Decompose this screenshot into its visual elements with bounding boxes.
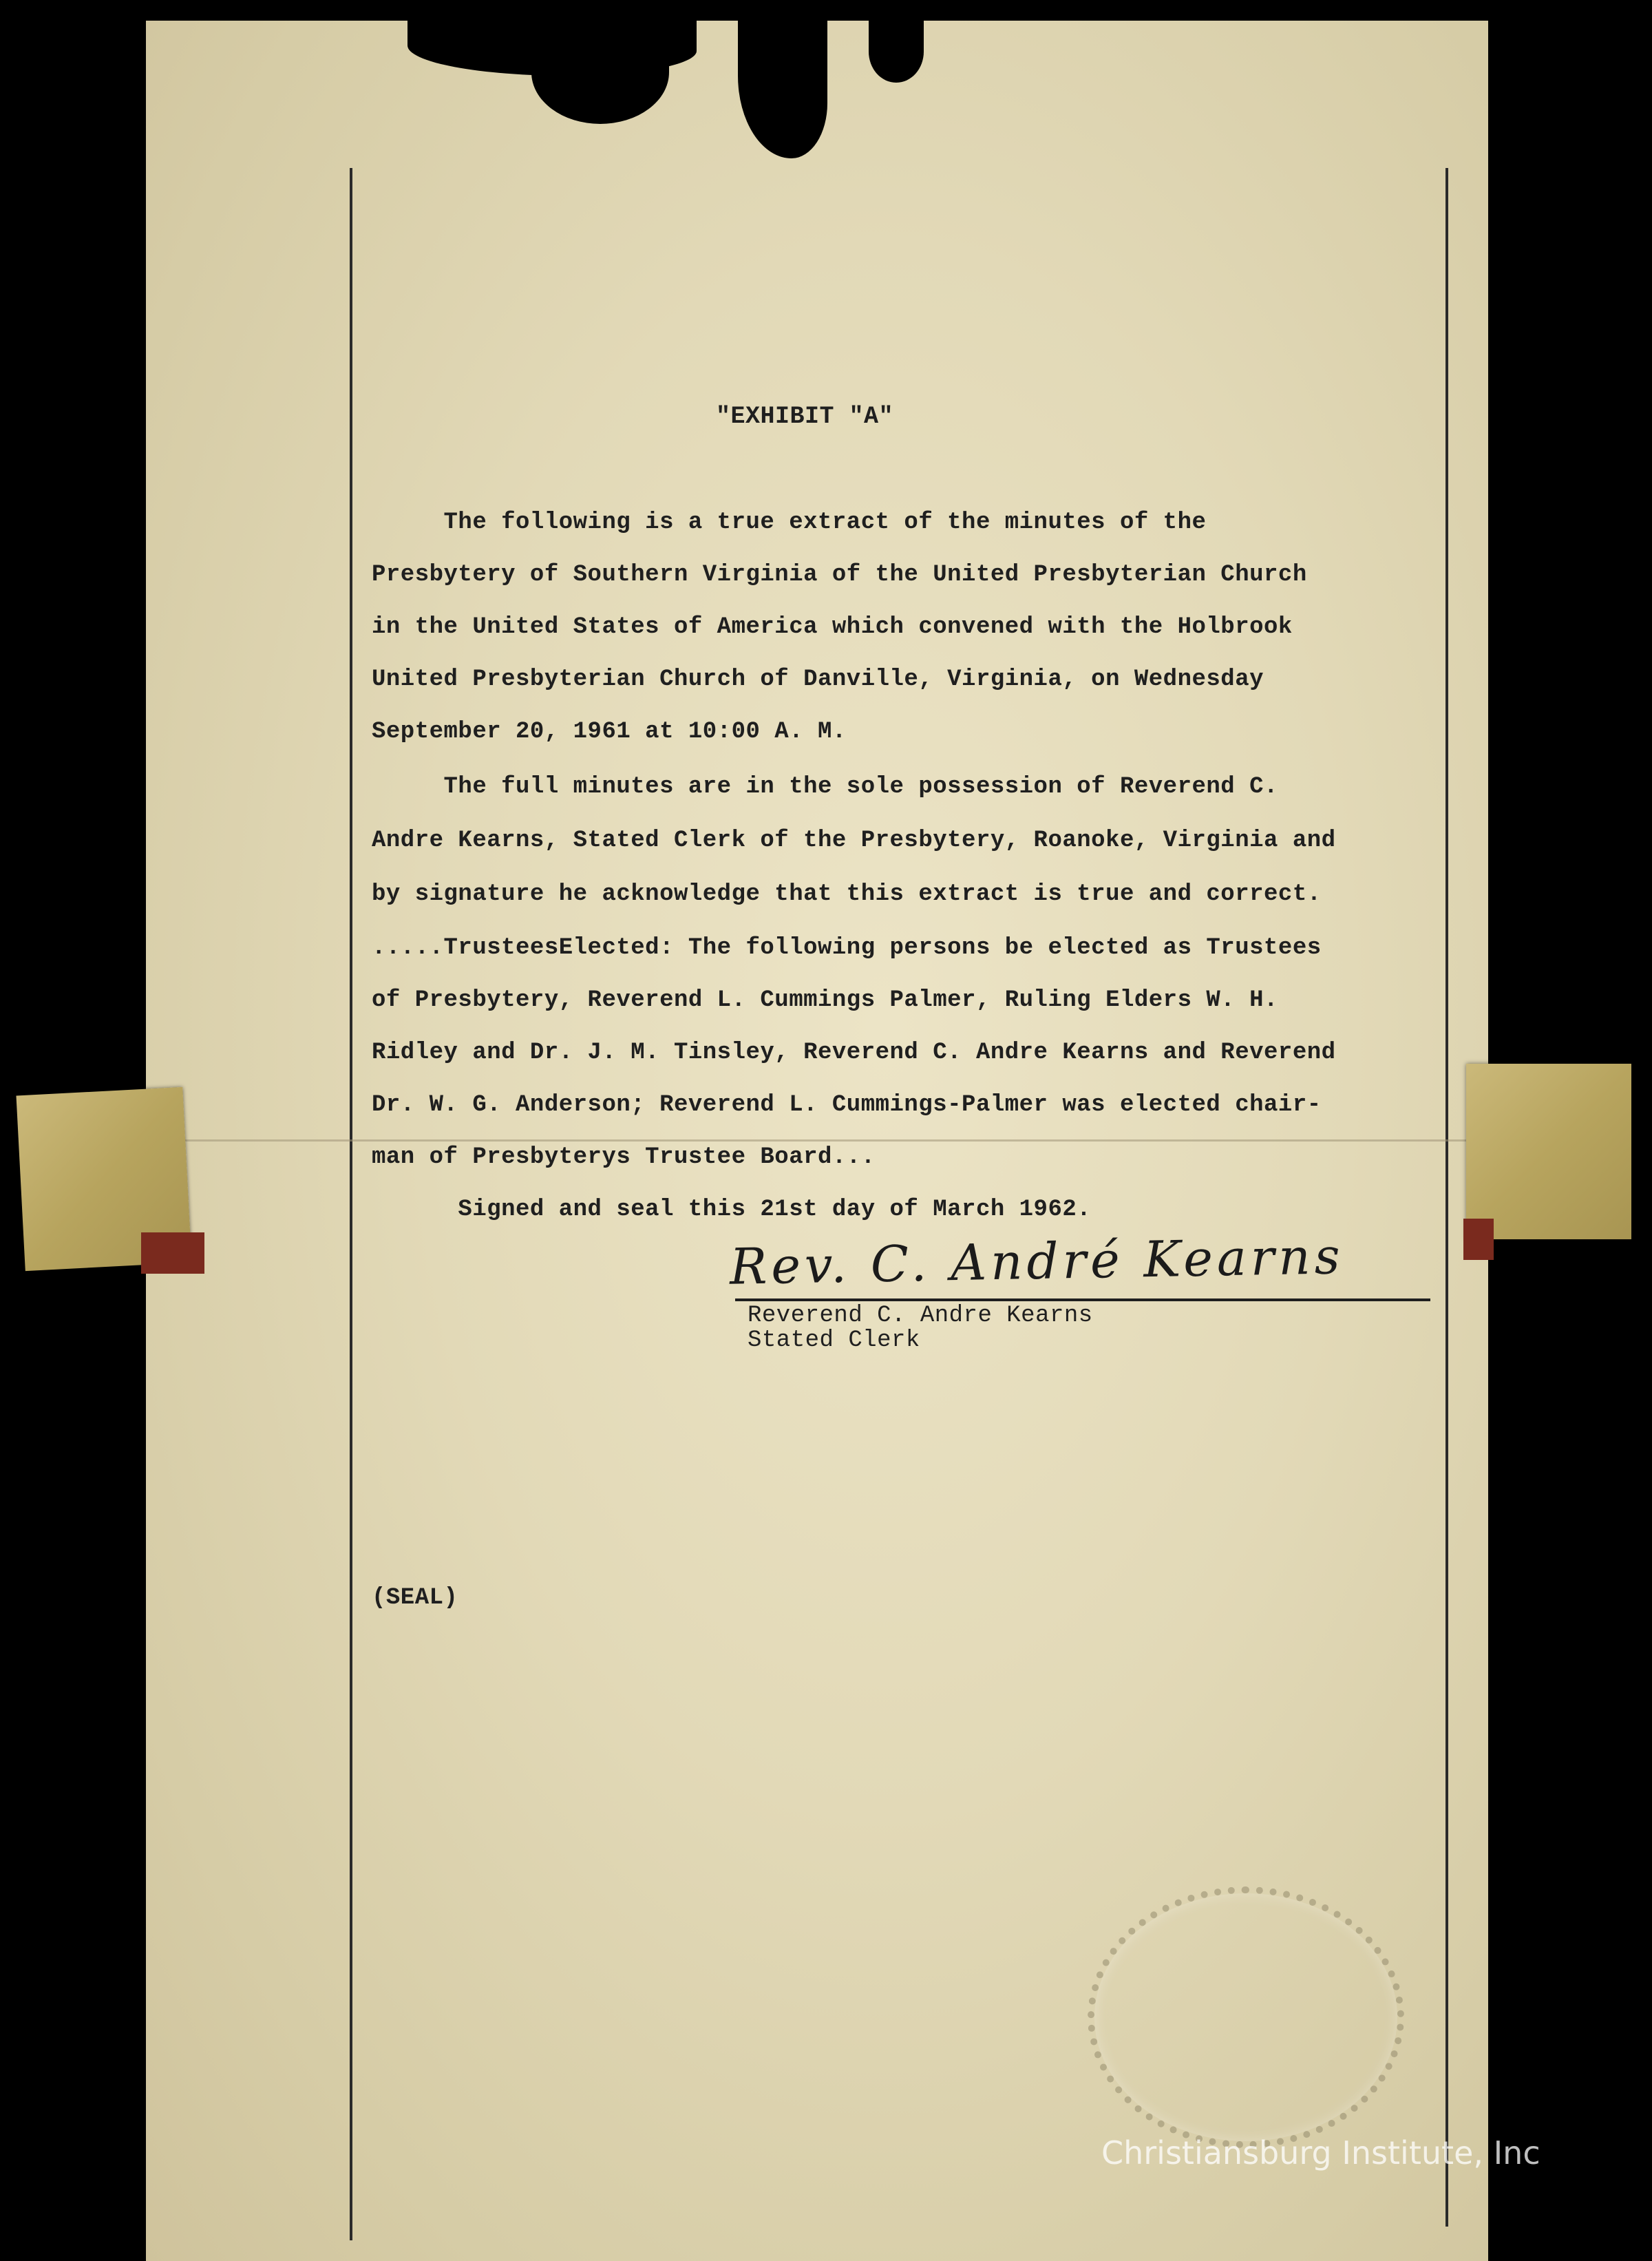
paragraph-3-line: Ridley and Dr. J. M. Tinsley, Reverend C. Andre Kearns and Reverend <box>372 1040 1336 1066</box>
paragraph-3-line: .....TrusteesElected: The following persons be elected as Trustees <box>372 935 1322 961</box>
paragraph-2-line: by signature he acknowledge that this extract is true and correct. <box>372 881 1322 907</box>
paragraph-3-line: of Presbytery, Reverend L. Cummings Palmer, Ruling Elders W. H. <box>372 987 1278 1013</box>
tape-left-edge <box>141 1232 204 1274</box>
signer-title: Stated Clerk <box>748 1327 920 1354</box>
torn-edge <box>869 21 924 83</box>
exhibit-title: "EXHIBIT "A" <box>716 403 894 430</box>
signer-name: Reverend C. Andre Kearns <box>748 1303 1093 1329</box>
fold-crease <box>146 1139 1488 1142</box>
signed-line: Signed and seal this 21st day of March 1962. <box>372 1197 1092 1223</box>
paragraph-1-line: The following is a true extract of the minutes of the <box>372 509 1207 536</box>
embossed-seal <box>1088 1886 1404 2148</box>
paragraph-1-line: Presbytery of Southern Virginia of the United Presbyterian Church <box>372 562 1307 588</box>
watermark: Christiansburg Institute, Inc <box>1101 2134 1540 2171</box>
signature-line <box>735 1298 1430 1301</box>
paragraph-1-line: United Presbyterian Church of Danville, Virginia, on Wednesday <box>372 666 1264 693</box>
torn-edge <box>531 21 669 124</box>
paragraph-2-line: Andre Kearns, Stated Clerk of the Presbytery, Roanoke, Virginia and <box>372 828 1336 854</box>
tape-right-edge <box>1463 1219 1494 1260</box>
paragraph-3-line: man of Presbyterys Trustee Board... <box>372 1144 876 1170</box>
tape-right <box>1466 1064 1631 1239</box>
paragraph-1-line: September 20, 1961 at 10:00 A. M. <box>372 719 847 745</box>
torn-edge <box>738 21 827 158</box>
right-margin-line <box>1446 168 1448 2227</box>
left-margin-line <box>350 168 352 2240</box>
paragraph-2-line: The full minutes are in the sole possession of Reverend C. <box>372 774 1278 800</box>
handwritten-signature: Rev. C. André Kearns <box>729 1227 1345 1296</box>
paragraph-1-line: in the United States of America which convened with the Holbrook <box>372 614 1293 640</box>
paragraph-3-line: Dr. W. G. Anderson; Reverend L. Cummings-Palmer was elected chair- <box>372 1092 1322 1118</box>
seal-label: (SEAL) <box>372 1585 458 1611</box>
